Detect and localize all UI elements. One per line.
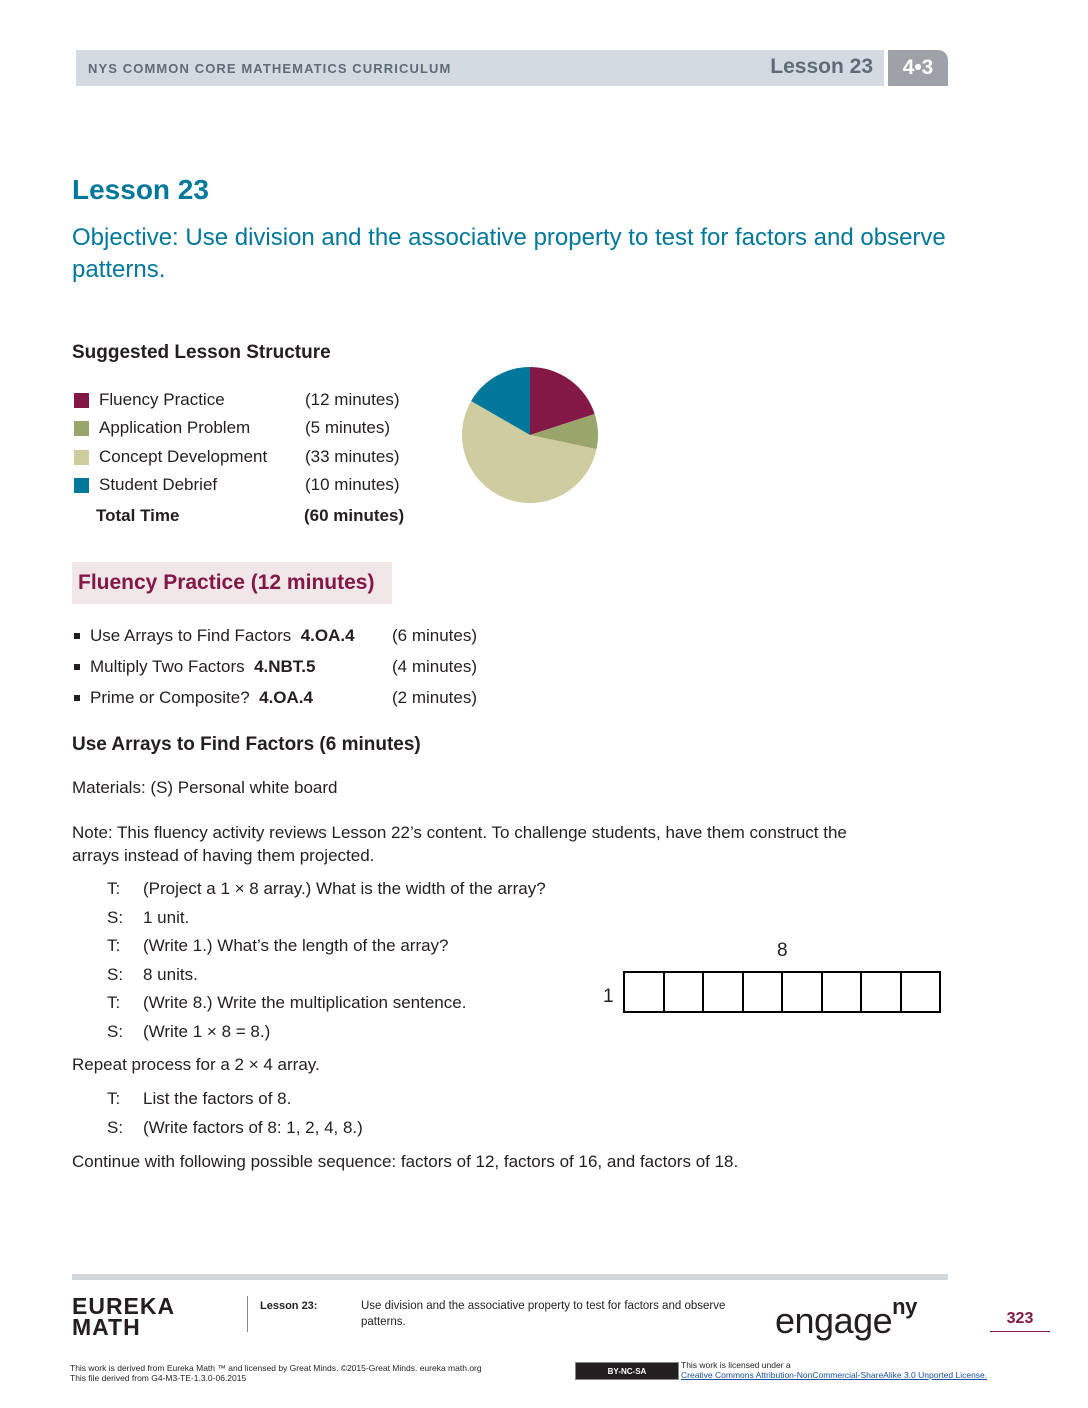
footer-rule <box>72 1274 948 1280</box>
engageny-logo: engage$^{ny}$ <box>775 1294 917 1341</box>
array-cell <box>742 973 782 1011</box>
utterance: List the factors of 8. <box>143 1089 292 1108</box>
legend-time: (33 minutes) <box>305 447 400 466</box>
legend-time: (10 minutes) <box>305 475 400 494</box>
dialogue-line <box>107 993 466 1013</box>
fluency-item-label: Multiply Two Factors 4.NBT.5 <box>90 657 316 676</box>
dialogue-line <box>107 908 189 928</box>
note-line-1: Note: This fluency activity reviews Lesson 22’s content. To challenge students, have them construct the <box>72 823 847 842</box>
license-notice: This work is licensed under a Creative Commons Attribution-NonCommercial-ShareAlike 3.0 Unported License. <box>681 1360 988 1380</box>
utterance: 8 units. <box>143 965 198 984</box>
eureka-math-logo: EUREKA MATH <box>72 1293 176 1340</box>
fluency-item-time: (6 minutes) <box>392 626 478 645</box>
fluency-item <box>74 657 477 677</box>
utterance: (Write 1 × 8 = 8.) <box>143 1022 271 1041</box>
legend-swatch <box>74 478 89 493</box>
footer-lesson: Lesson 23: <box>260 1300 318 1312</box>
module-badge: 4•3 <box>888 50 948 86</box>
dialogue-line <box>107 1022 270 1042</box>
array-width-label: 1 <box>603 986 614 1007</box>
total-label: Total Time <box>96 506 180 525</box>
activity-heading: Use Arrays to Find Factors (6 minutes) <box>72 734 421 755</box>
bullet-icon <box>74 633 80 639</box>
speaker: S: <box>107 1022 124 1041</box>
cc-license-badge: BY-NC-SA <box>575 1362 679 1380</box>
legend-row <box>74 415 390 441</box>
speaker: T: <box>107 993 121 1012</box>
footer-objective: Use division and the associative property to test for factors and observe patterns. <box>361 1300 726 1328</box>
utterance: (Write 8.) Write the multiplication sentence. <box>143 993 467 1012</box>
legend-label: Student Debrief <box>99 475 218 494</box>
dialogue-line <box>107 1118 363 1138</box>
materials: Materials: (S) Personal white board <box>72 778 338 797</box>
note-line-2: arrays instead of having them projected. <box>72 846 375 865</box>
legend-label: Fluency Practice <box>99 390 225 409</box>
total-value: (60 minutes) <box>304 506 405 525</box>
license-link[interactable]: Creative Commons Attribution-NonCommercial-ShareAlike 3.0 Unported License. <box>681 1370 988 1380</box>
array-length-label: 8 <box>777 940 788 961</box>
array-cell <box>625 973 663 1011</box>
speaker: S: <box>107 908 124 927</box>
bullet-icon <box>74 695 80 701</box>
fluency-item-label: Prime or Composite? 4.OA.4 <box>90 688 313 707</box>
page-number: 323 <box>1006 1310 1034 1327</box>
legend-time: (12 minutes) <box>305 390 400 409</box>
footer-divider <box>247 1296 248 1332</box>
speaker: T: <box>107 879 121 898</box>
page-title: Lesson 23 <box>72 174 209 205</box>
continue-text: Continue with following possible sequence: factors of 12, factors of 16, and factors of 18. <box>72 1152 739 1171</box>
dialogue-line <box>107 1089 291 1109</box>
bullet-icon <box>74 664 80 670</box>
fluency-item-time: (4 minutes) <box>392 657 478 676</box>
dialogue-line <box>107 936 449 956</box>
utterance: (Write 1.) What’s the length of the array? <box>143 936 449 955</box>
legend-label: Concept Development <box>99 447 268 466</box>
page-number-rule <box>990 1331 1050 1332</box>
utterance: (Write factors of 8: 1, 2, 4, 8.) <box>143 1118 363 1137</box>
array-cell <box>860 973 900 1011</box>
legend-label: Application Problem <box>99 418 251 437</box>
array-cell <box>702 973 742 1011</box>
speaker: T: <box>107 936 121 955</box>
fluency-item-time: (2 minutes) <box>392 688 478 707</box>
speaker: S: <box>107 1118 124 1137</box>
array-cell <box>821 973 861 1011</box>
dialogue-line <box>107 879 546 899</box>
array-cell <box>663 973 703 1011</box>
legend-row <box>74 387 399 413</box>
utterance: (Project a 1 × 8 array.) What is the width of the array? <box>143 879 546 898</box>
derived-notice: This work is derived from Eureka Math ™ and licensed by Great Minds. ©2015-Great Minds. eureka math.org This file derived from G4-M3-TE-1.3.0-06.2015 <box>70 1363 482 1383</box>
legend-row <box>74 472 399 498</box>
array-cell <box>900 973 940 1011</box>
repeat-text: Repeat process for a 2 × 4 array. <box>72 1055 320 1074</box>
fluency-heading: Fluency Practice (12 minutes) <box>78 571 375 594</box>
speaker: S: <box>107 965 124 984</box>
array-cell <box>781 973 821 1011</box>
fluency-item <box>74 626 477 646</box>
dialogue-line <box>107 965 198 985</box>
array-1-by-8 <box>623 971 941 1013</box>
lesson-structure-pie-chart <box>455 362 605 508</box>
speaker: T: <box>107 1089 121 1108</box>
fluency-item <box>74 688 477 708</box>
fluency-item-label: Use Arrays to Find Factors 4.OA.4 <box>90 626 355 645</box>
legend-swatch <box>74 450 89 465</box>
structure-heading: Suggested Lesson Structure <box>72 342 331 363</box>
legend-row <box>74 444 399 470</box>
legend-time: (5 minutes) <box>305 418 391 437</box>
legend-swatch <box>74 421 89 436</box>
objective: Objective: Use division and the associative property to test for factors and observe patterns. <box>72 224 946 283</box>
curriculum-title: NYS COMMON CORE MATHEMATICS CURRICULUM <box>88 61 452 76</box>
utterance: 1 unit. <box>143 908 190 927</box>
header-lesson: Lesson 23 <box>770 55 873 78</box>
legend-swatch <box>74 393 89 408</box>
